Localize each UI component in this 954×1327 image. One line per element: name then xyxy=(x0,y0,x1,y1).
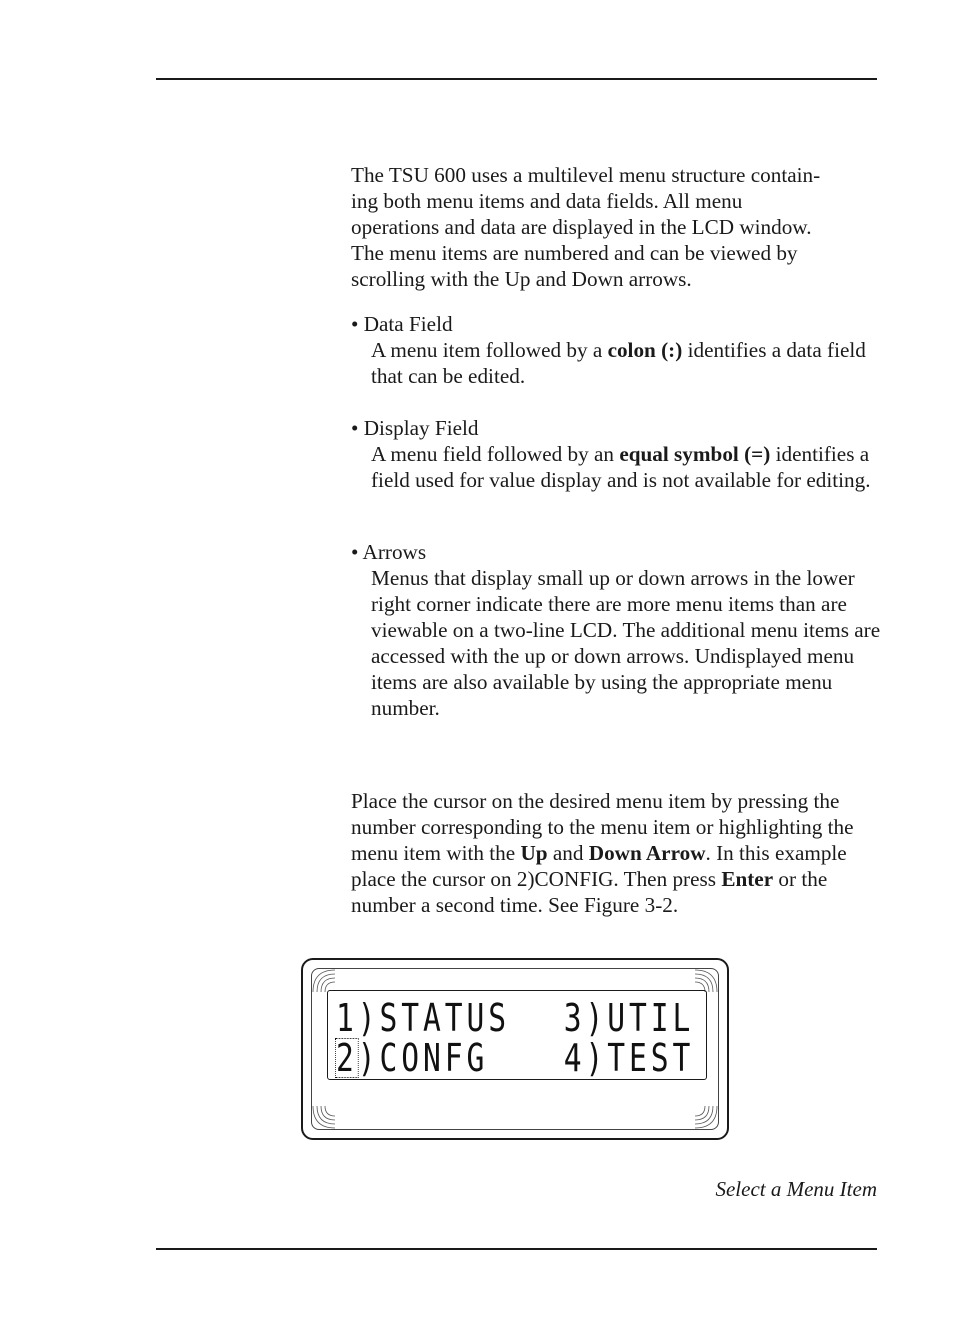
intro-line: operations and data are displayed in the LCD window. xyxy=(351,215,812,239)
bullet-heading: • Display Field xyxy=(351,416,479,440)
bullet-display-field xyxy=(351,415,881,493)
bullet-arrows xyxy=(351,539,881,721)
intro-line: ing both menu items and data fields. All menu xyxy=(351,189,743,213)
lcd-row-1 xyxy=(336,996,695,1040)
figure-caption: Select a Menu Item xyxy=(715,1177,877,1201)
intro-paragraph xyxy=(351,162,881,292)
footer-rule xyxy=(156,1248,877,1250)
lcd-menu-test: 4)TEST xyxy=(563,1036,695,1080)
lcd-row-2 xyxy=(336,1036,695,1080)
lcd-figure xyxy=(301,958,729,1140)
intro-line: The menu items are numbered and can be viewed by xyxy=(351,241,798,265)
lcd-menu-status: 1)STATUS xyxy=(336,996,510,1040)
lcd-menu-util: 3)UTIL xyxy=(563,996,695,1040)
select-paragraph: Place the cursor on the desired menu item by pressing the number corresponding to the menu item or highlighting the menu item with the Up and Down Arrow. In this example place the cursor on 2)CONFIG. Then press Enter or the number a second time. See Figure 3-2. xyxy=(351,789,854,917)
corner-hatch-icon xyxy=(309,1102,339,1132)
lcd-window xyxy=(327,990,707,1080)
lcd-menu-config: )CONFG xyxy=(357,1036,489,1080)
bullet-body: Menus that display small up or down arrows in the lower right corner indicate there are more menu items than are viewable on a two-line LCD. The additional menu items are accessed with the up or down arrows. Undisplayed menu items are also available by using the appropriate menu number. xyxy=(371,566,881,720)
corner-hatch-icon xyxy=(691,1102,721,1132)
bullet-heading: • Data Field xyxy=(351,312,453,336)
bullet-body: A menu field followed by an equal symbol (=) identifies a field used for value display and is not available for editing. xyxy=(371,442,871,492)
header-rule xyxy=(156,78,877,80)
intro-line: scrolling with the Up and Down arrows. xyxy=(351,267,692,291)
intro-line: The TSU 600 uses a multilevel menu structure contain- xyxy=(351,163,821,187)
bullet-body: A menu item followed by a colon (:) identifies a data field that can be edited. xyxy=(371,338,866,388)
lcd-cursor: 2 xyxy=(336,1036,358,1080)
bullet-heading: • Arrows xyxy=(351,540,427,564)
bullet-data-field xyxy=(351,311,881,389)
